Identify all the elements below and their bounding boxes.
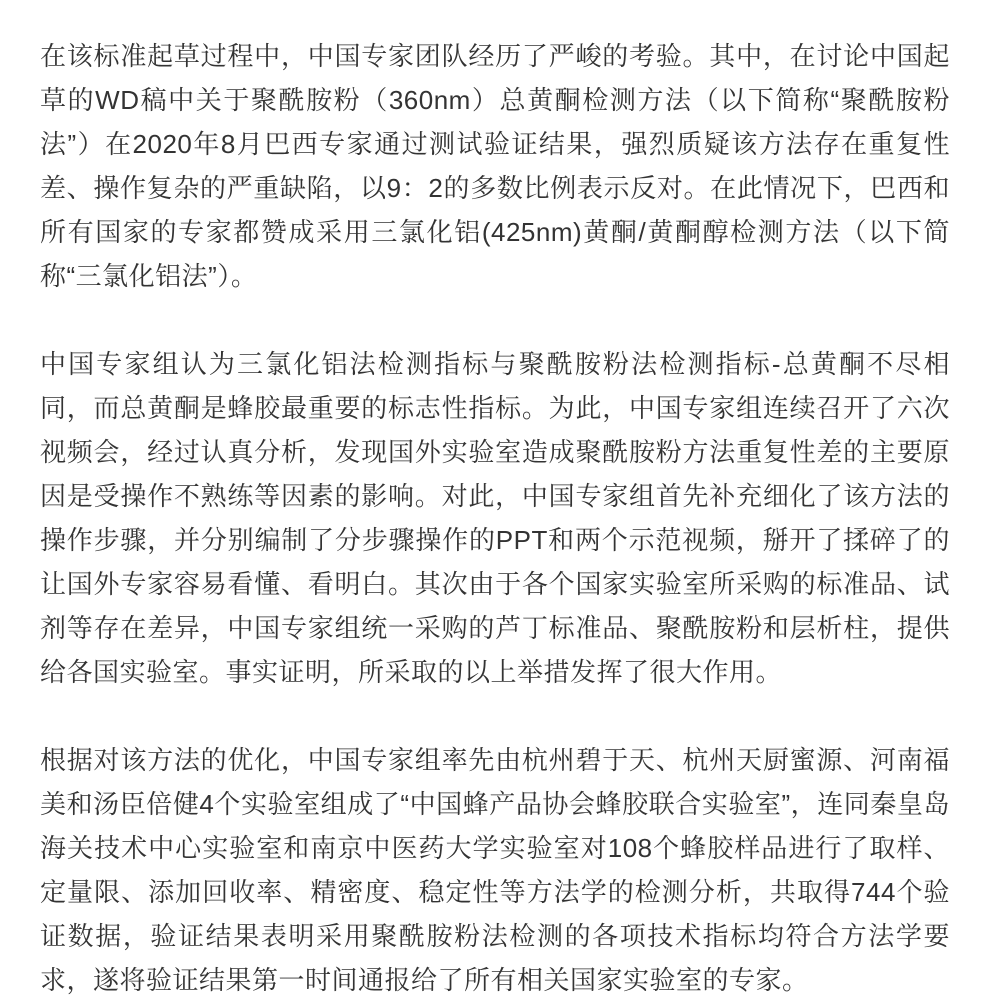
paragraph-expert-group-response: 中国专家组认为三氯化铝法检测指标与聚酰胺粉法检测指标-总黄酮不尽相同，而总黄酮是蜂胶最重要的标志性指标。为此，中国专家组连续召开了六次视频会，经过认真分析，发现国外实验室造成聚酰胺粉方法重复性差的主要原因是受操作不熟练等因素的影响。对此，中国专家组首先补充细化了该方法的操作步骤，并分别编制了分步骤操作的PPT和两个示范视频，掰开了揉碎了的让国外专家容易看懂、看明白。其次由于各个国家实验室所采购的标准品、试剂等存在差异，中国专家组统一采购的芦丁标准品、聚酰胺粉和层析柱，提供给各国实验室。事实证明，所采取的以上举措发挥了很大作用。 <box>40 349 950 687</box>
paragraph-method-validation-results: 根据对该方法的优化，中国专家组率先由杭州碧于天、杭州天厨蜜源、河南福美和汤臣倍健4个实验室组成了“中国蜂产品协会蜂胶联合实验室”，连同秦皇岛海关技术中心实验室和南京中医药大学实验室对108个蜂胶样品进行了取样、定量限、添加回收率、精密度、稳定性等方法学的检测分析，共取得744个验证数据，验证结果表明采用聚酰胺粉法检测的各项技术指标均符合方法学要求，遂将验证结果第一时间通报给了所有相关国家实验室的专家。 <box>40 745 950 995</box>
paragraph-standard-drafting-dispute: 在该标准起草过程中，中国专家团队经历了严峻的考验。其中，在讨论中国起草的WD稿中关于聚酰胺粉（360nm）总黄酮检测方法（以下简称“聚酰胺粉法”）在2020年8月巴西专家通过测试验证结果，强烈质疑该方法存在重复性差、操作复杂的严重缺陷，以9：2的多数比例表示反对。在此情况下，巴西和所有国家的专家都赞成采用三氯化铝(425nm)黄酮/黄酮醇检测方法（以下简称“三氯化铝法”）。 <box>40 41 950 291</box>
